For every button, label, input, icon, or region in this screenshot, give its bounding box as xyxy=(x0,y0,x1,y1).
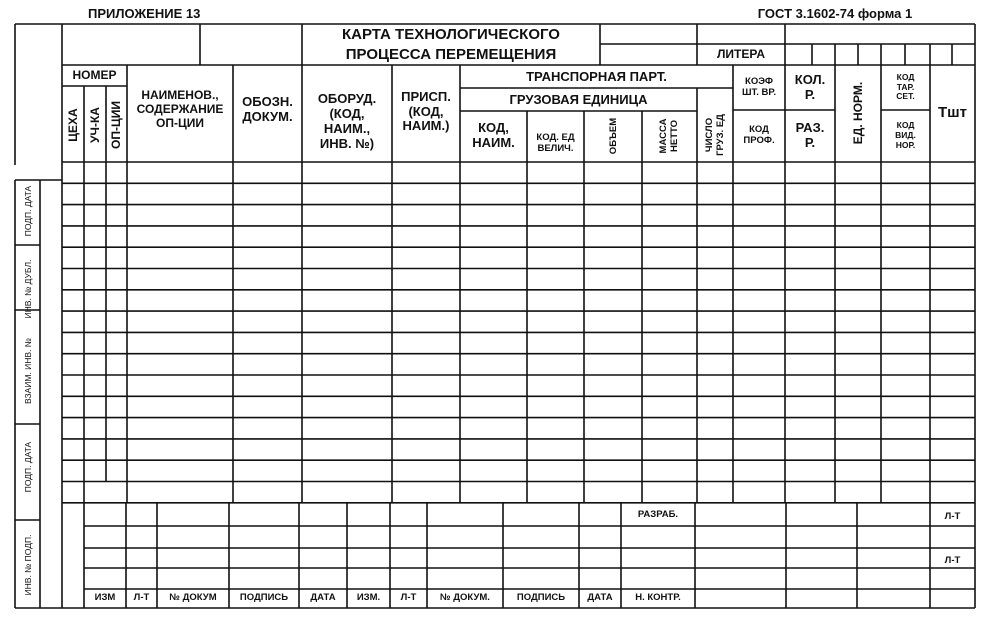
footer-lt-right-2: Л-Т xyxy=(944,554,961,566)
side-label-podp-data-2: ПОДП. ДАТА xyxy=(23,441,33,493)
transp-header: ТРАНСПОРНАЯ ПАРТ. xyxy=(526,68,667,84)
massa-line: МАССА xyxy=(658,118,669,154)
chislo-header xyxy=(700,103,730,167)
gruz-header: ГРУЗОВАЯ ЕДИНИЦА xyxy=(509,91,648,107)
side-label-inv-dubl: ИНВ. № ДУБЛ. xyxy=(23,259,33,319)
chislo-line: ЧИСЛО xyxy=(704,117,715,153)
footer-razrab: РАЗРАБ. xyxy=(637,508,679,520)
kod-tar-line: СЕТ. xyxy=(896,91,915,102)
footer-izm: ИЗМ xyxy=(94,592,116,604)
tsht-header: Тшт xyxy=(937,104,967,122)
naimen-line: СОДЕРЖАНИЕ xyxy=(136,102,224,117)
side-label-podp-data-1: ПОДП. ДАТА xyxy=(23,185,33,237)
prisp-header xyxy=(392,84,460,140)
title-line-2: ПРОЦЕССА ПЕРЕМЕЩЕНИЯ xyxy=(345,45,557,63)
obor-line: ИНВ. №) xyxy=(319,135,375,151)
kod-vid-line: ВИД. xyxy=(895,130,916,141)
oboz-line: ДОКУМ. xyxy=(242,109,293,124)
obor-line: (КОД, xyxy=(329,106,365,122)
kod-naim-line: НАИМ. xyxy=(472,135,515,150)
obor-line: НАИМ., xyxy=(323,121,371,136)
appendix-label: ПРИЛОЖЕНИЕ 13 xyxy=(88,5,201,21)
kol-line: КОЛ. xyxy=(794,72,826,88)
raz-header xyxy=(785,112,835,160)
oboz-line: ОБОЗН. xyxy=(242,94,293,110)
naimen-line: ОП-ЦИИ xyxy=(156,115,204,130)
footer-no-dokum: № ДОКУМ xyxy=(169,592,217,604)
kol-header xyxy=(785,66,835,110)
obor-header xyxy=(302,84,392,160)
naimen-line: НАИМЕНОВ., xyxy=(141,88,219,103)
naimen-header xyxy=(127,85,233,135)
kod-tar-header xyxy=(881,65,930,110)
footer-lt-right-1: Л-Т xyxy=(944,510,961,522)
obor-line: ОБОРУД. xyxy=(317,91,377,107)
footer-no-dokum-2: № ДОКУМ. xyxy=(440,592,490,604)
kod-prof-line: КОД xyxy=(749,124,769,136)
chislo-line: ГРУЗ. ЕД xyxy=(715,114,726,156)
footer-podpis-2: ПОДПИСЬ xyxy=(516,592,566,604)
tseha-header: ЦЕХА xyxy=(66,108,80,142)
uchka-header: УЧ-КА xyxy=(88,107,102,143)
koef-line: ШТ. ВР. xyxy=(742,87,776,98)
kod-tar-line: КОД xyxy=(896,71,915,82)
massa-header xyxy=(654,108,684,164)
footer-data: ДАТА xyxy=(310,592,336,604)
litera-label: ЛИТЕРА xyxy=(717,47,765,62)
kod-tar-line: ТАР. xyxy=(896,81,915,92)
kod-ed-header xyxy=(527,128,584,160)
oboz-header xyxy=(233,90,302,130)
kod-vid-line: КОД xyxy=(896,120,915,131)
nomer-header: НОМЕР xyxy=(72,68,117,83)
footer-izm-2: ИЗМ. xyxy=(356,592,381,604)
gost-label: ГОСТ 3.1602-74 форма 1 xyxy=(757,5,913,21)
kod-ed-line: КОД. ЕД xyxy=(536,132,575,144)
raz-line: РАЗ. xyxy=(795,120,825,136)
footer-n-kontr: Н. КОНТР. xyxy=(635,592,681,604)
raz-line: Р. xyxy=(804,135,816,150)
prisp-line: ПРИСП. xyxy=(401,88,451,104)
kod-prof-header xyxy=(733,112,785,160)
kod-prof-line: ПРОФ. xyxy=(743,135,775,146)
side-label-inv-podp: ИНВ. № ПОДП. xyxy=(23,534,33,596)
footer-data-2: ДАТА xyxy=(587,592,613,604)
koef-header xyxy=(733,66,785,110)
side-label-vzaim-inv: ВЗАИМ. ИНВ. № xyxy=(23,338,33,404)
massa-line: НЕТТО xyxy=(669,120,680,152)
kod-naim-line: КОД, xyxy=(478,120,509,136)
footer-podpis: ПОДПИСЬ xyxy=(239,592,289,604)
koef-line: КОЭФ xyxy=(745,76,773,88)
kol-line: Р. xyxy=(804,87,816,102)
footer-lt-2: Л-Т xyxy=(400,592,417,604)
footer-lt: Л-Т xyxy=(133,592,150,604)
prisp-line: НАИМ.) xyxy=(402,118,450,134)
kod-ed-line: ВЕЛИЧ. xyxy=(537,143,574,154)
kod-vid-line: НОР. xyxy=(895,139,916,150)
kod-vid-header xyxy=(881,112,930,160)
prisp-line: (КОД, xyxy=(408,103,444,119)
title-line-1: КАРТА ТЕХНОЛОГИЧЕСКОГО xyxy=(342,25,560,43)
obem-header: ОБЪЕМ xyxy=(607,117,619,155)
opcii-header: ОП-ЦИИ xyxy=(109,101,123,149)
ed-norm-header: ЕД. НОРМ. xyxy=(851,81,865,145)
kod-naim-header xyxy=(460,112,527,160)
